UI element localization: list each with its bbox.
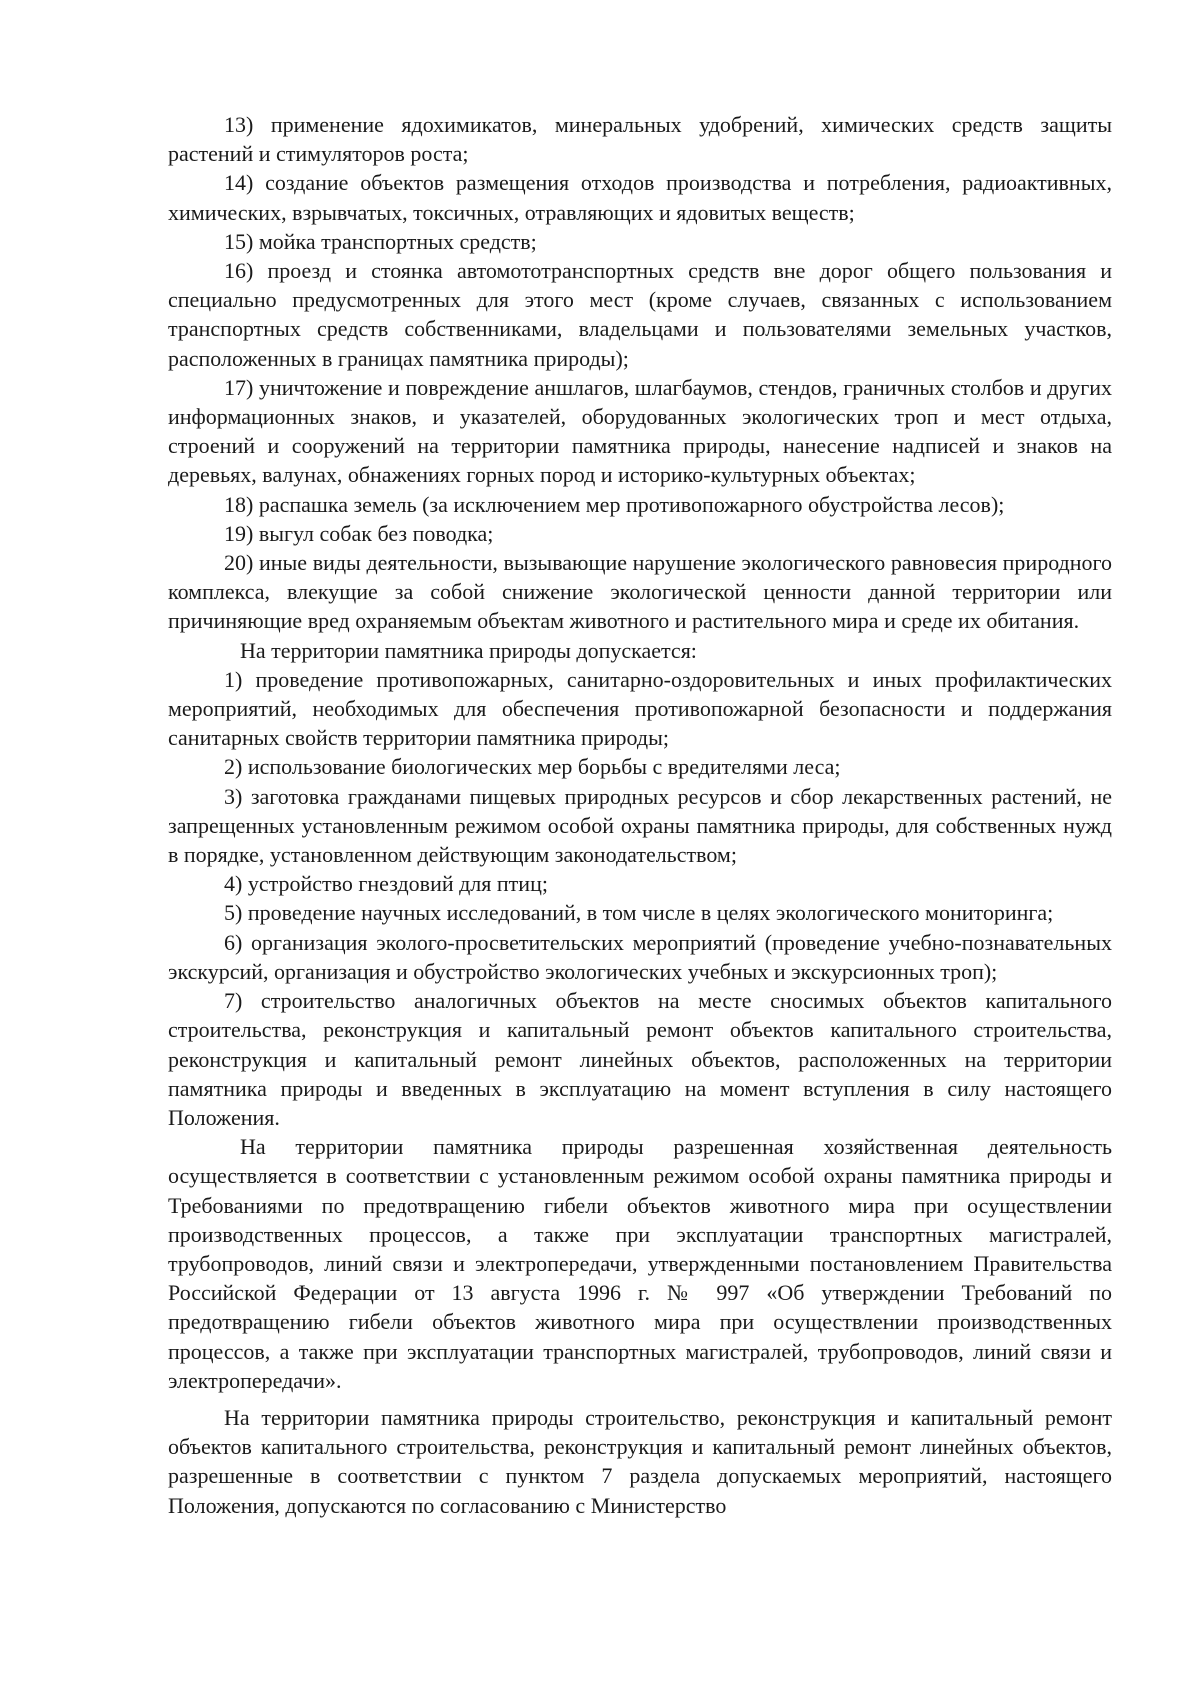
construction-paragraph: На территории памятника природы строительство, реконструкция и капитальный ремонт объектов капитального строительства, реконструкция и капитальный ремонт линейных объектов, разрешенные в соответствии с пунктом 7 раздела допускаемых мероприятий, настоящего Положения, допускаются по согласованию с Министерство [168, 1404, 1112, 1518]
permitted-item-1: 1) проведение противопожарных, санитарно-оздоровительных и иных профилактических мероприятий, необходимых для обеспечения противопожарной безопасности и поддержания санитарных свойств территории памятника природы; [168, 666, 1112, 751]
permitted-item-6: 6) организация эколого-просветительских мероприятий (проведение учебно-познавательных экскурсий, организация и обустройство экологических учебных и экскурсионных троп); [168, 929, 1112, 984]
permitted-item-5: 5) проведение научных исследований, в том числе в целях экологического мониторинга; [224, 900, 1054, 926]
prohibition-item-20: 20) иные виды деятельности, вызывающие нарушение экологического равновесия природного комплекса, влекущие за собой снижение экологической ценности данной территории или причиняющие вред охраняемым объектам животного и растительного мира и среде их обитания. [168, 550, 1112, 634]
prohibition-item-14: 14) создание объектов размещения отходов производства и потребления, радиоактивных, химических, взрывчатых, токсичных, отравляющих и ядовитых веществ; [168, 170, 1112, 225]
permitted-heading: На территории памятника природы допускается: [240, 637, 697, 663]
prohibition-item-13: 13) применение ядохимикатов, минеральных удобрений, химических средств защиты растений и стимуляторов роста; [168, 112, 1112, 167]
permitted-item-2: 2) использование биологических мер борьбы с вредителями леса; [224, 754, 841, 780]
prohibition-item-19: 19) выгул собак без поводка; [224, 520, 494, 546]
prohibition-item-17: 17) уничтожение и повреждение аншлагов, шлагбаумов, стендов, граничных столбов и других информационных знаков, и указателей, оборудованных экологических троп и мест отдыха, строений и сооружений на территории памятника природы, нанесение надписей и знаков на деревьях, валунах, обнажениях горных пород и историко-культурных объектах; [168, 374, 1112, 488]
prohibition-item-18: 18) распашка земель (за исключением мер противопожарного обустройства лесов); [224, 491, 1005, 517]
permitted-item-7: 7) строительство аналогичных объектов на месте сносимых объектов капитального строительства, реконструкция и капитальный ремонт объектов капитального строительства, реконструкция и капитальный ремонт линейных объектов, расположенных на территории памятника природы и введенных в эксплуатацию на момент вступления в силу настоящего Положения. [168, 988, 1112, 1130]
permitted-item-3: 3) заготовка гражданами пищевых природных ресурсов и сбор лекарственных растений, не запрещенных установленным режимом особой охраны памятника природы, для собственных нужд в порядке, установленном действующим законодательством; [168, 783, 1112, 868]
prohibition-item-16: 16) проезд и стоянка автомототранспортных средств вне дорог общего пользования и специально предусмотренных для этого мест (кроме случаев, связанных с использованием транспортных средств собственниками, владельцами и пользователями земельных участков, расположенных в границах памятника природы); [168, 258, 1112, 371]
economic-activity-paragraph: На территории памятника природы разрешенная хозяйственная деятельность осуществляется в соответствии с установленным режимом особой охраны памятника природы и Требованиями по предотвращению гибели объектов животного мира при осуществлении производственных процессов, а также при эксплуатации транспортных магистралей, трубопроводов, линий связи и электропередачи, утвержденными постановлением Правительства Российской Федерации от 13 августа 1996 г. № 997 «Об утверждении Требований по предотвращению гибели объектов животного мира при осуществлении производственных процессов, а также при эксплуатации транспортных магистралей, трубопроводов, линий связи и электропередачи». [168, 1134, 1112, 1393]
prohibition-item-15: 15) мойка транспортных средств; [224, 228, 537, 254]
permitted-item-4: 4) устройство гнездовий для птиц; [224, 871, 548, 897]
document-page [168, 110, 1112, 1520]
